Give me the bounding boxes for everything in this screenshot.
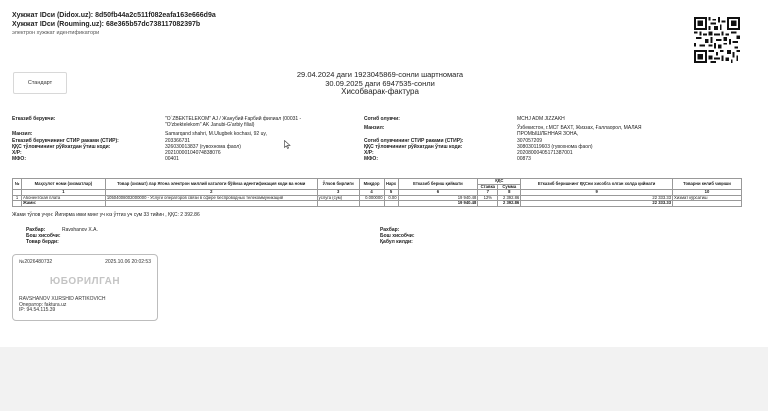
- invoice-items-table: № Маҳсулот номи (хизматлар) Товар (хизмат) лар Ягона электрон миллий каталоги бўйича идентификация коди ва номи Ўлчов бирлиги Миқдор Нарх Етказиб бериш қиймати ҚҚС Етказиб беришнинг ҚҚСни хисобга олган холда қиймати Товарни келиб чиқиши Ставка Сумма 1 2 3 4 5 6 7 8 9 10 1 Абонентская плата 10504008002000000 - Услуги операторов связи в сфере беспроводных телекоммуникаций услуга (сум) 0.000000 0.00 19 940.48 12% 2 392.86 22 333.33 Хизмат кўрсатиш Жами: 19 940.48 2 392.86 22 333.33: [12, 178, 742, 207]
- buyer-address-2: ПРОМЫШЛЕННАЯ ЗОНА,: [517, 131, 579, 138]
- seller-block: Етказиб берувчи: "O`ZBEKTELEKOM" AJ / Жанубий Ғарбий филиал (00031 - "O'zbektelekom" AK Janubi-G'arbiy filial) Манзил: Samarqand shahri, M.Ulugbek kochasi, 92 uy, Етказиб берувчининг СТИР раками (СТИР): 203366731 ҚҚС тўловчининг рўйхатдан ўтиш коди: 326030013837 (гувохнома фаол) Х/Р: 20210000104074838076 МФО: 00401: [12, 116, 352, 162]
- stamp-status: ЮБОРИЛГАН: [49, 276, 121, 287]
- seller-title: Етказиб берувчи:: [12, 116, 56, 122]
- buyer-tin: 307057209: [517, 137, 543, 144]
- standard-view-button[interactable]: Стандарт: [13, 72, 67, 94]
- document-title: [200, 71, 560, 97]
- invoice-type: Хисобварак-фактура: [341, 87, 419, 96]
- buyer-mfo: 00873: [517, 156, 531, 163]
- qr-code-icon: [694, 17, 740, 63]
- table-total-row: Жами: 19 940.48 2 392.86 22 333.33: [13, 201, 742, 207]
- stamp-number: №2026480732: [19, 259, 53, 265]
- seller-mfo: 00401: [165, 156, 179, 163]
- seller-signatures: Рахбар: Ravshanov X.A. Бош хисобчи: Товар берди:: [26, 227, 98, 246]
- contract-line: 29.04.2024 даги 1923045869-сонли шартномага: [296, 70, 464, 79]
- mouse-pointer-icon: [284, 140, 291, 149]
- document-ids: [12, 12, 216, 38]
- rouming-id: Хужжат IDси (Rouming.uz): 68e365b57dc738117082397b: [12, 20, 201, 28]
- seller-name: "O`ZBEKTELEKOM" AJ / Жанубий Ғарбий филиал (00031 - "O'zbektelekom" AK Janubi-G'arbiy filial): [165, 116, 302, 129]
- sent-stamp: [12, 254, 158, 321]
- stamp-ip: IP: 94.54.115.39: [19, 307, 56, 313]
- buyer-address: Ўзбекистон, г.МСГ БАХТ, Жиззах, Ғаллаорол, МАЛАЯ: [517, 125, 642, 132]
- buyer-signatures: Рахбар: Бош хисобчи: Қабул килди:: [380, 227, 415, 246]
- seller-head-name: Ravshanov X.A.: [62, 227, 98, 233]
- table-index-row: 1 2 3 4 5 6 7 8 9 10: [13, 190, 742, 196]
- invoice-number-line: 30.09.2025 даги 6947535-сонли: [325, 78, 435, 88]
- didox-id: Хужжат IDси (Didox.uz): 8d50fb44a2c511f082eafa163e666d9a: [12, 12, 216, 19]
- e-id-label: электрон хужжат идентификатори: [12, 30, 100, 36]
- buyer-block: Сотиб олувчи: MCHJ ADM JIZZAKH Манзил: Ўзбекистон, г.МСГ БАХТ, Жиззах, Ғаллаорол, МАЛАЯ ПРОМЫШЛЕННАЯ ЗОНА, Сотиб олувчининг СТИР раками (СТИР): 307057209 ҚҚС тўловчининг рўйхатдан ўтиш коди: 308030119603 (гувохнома фаол) Х/Р: 20208000405171387001 МФО: 00873: [364, 116, 642, 163]
- seller-tin: 203366731: [165, 137, 191, 144]
- stamp-operator: Оператор: faktura.uz: [19, 301, 67, 308]
- buyer-title: Сотиб олувчи:: [364, 116, 400, 122]
- seller-address: Samarqand shahri, M.Ulugbek kochasi, 92 uy,: [165, 131, 267, 138]
- seller-vat-code: 326030013837 (гувохнома фаол): [165, 143, 241, 150]
- table-row: 1 Абонентская плата 10504008002000000 - Услуги операторов связи в сфере беспроводных телекоммуникаций услуга (сум) 0.000000 0.00 19 940.48 12% 2 392.86 22 333.33 Хизмат кўрсатиш: [13, 195, 742, 201]
- stamp-person: RAVSHANOV XURSHID ARTIKOVICH: [19, 296, 106, 302]
- buyer-name: MCHJ ADM JIZZAKH: [517, 116, 565, 122]
- stamp-datetime: 2025.10.06 20:02:53: [105, 259, 151, 265]
- amount-in-words: Жами тўлов учун: Йигирма икки минг уч юз ўттиз уч сум 33 тийин , ҚҚС: 2 392.86: [12, 212, 200, 218]
- seller-account: 20210000104074838076: [165, 150, 221, 157]
- table-header-row: № Маҳсулот номи (хизматлар) Товар (хизмат) лар Ягона электрон миллий каталоги бўйича идентификация коди ва номи Ўлчов бирлиги Миқдор Нарх Етказиб бериш қиймати ҚҚС Етказиб беришнинг ҚҚСни хисобга олган холда қиймати Товарни келиб чиқиши: [13, 179, 742, 185]
- buyer-vat-code: 308030119603 (гувохнома фаол): [517, 143, 593, 150]
- buyer-account: 20208000405171387001: [517, 150, 573, 157]
